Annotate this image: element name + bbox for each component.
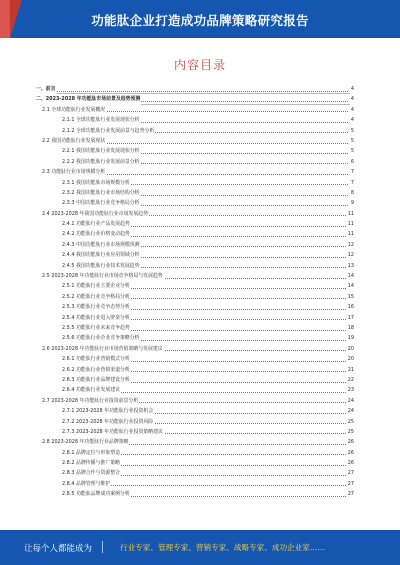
toc-entry-page: 8: [350, 188, 354, 198]
toc-entry-label: 2.7.1 2023-2028 年功能肽行业投资机会: [62, 406, 154, 416]
toc-entry-label: 2.4.2 功能肽行业价格变动趋势: [62, 229, 131, 239]
toc-entry-label: 2.7.3 2023-2028 年功能肽行业投资策略建议: [62, 427, 164, 437]
toc-entry-label: 2.5.3 功能肽行业竞争态势分析: [62, 302, 131, 312]
toc-entry[interactable]: [36, 157, 354, 167]
toc-entry-label: 2.3.3 中国功能肽行业竞争格局分析: [62, 198, 141, 208]
toc-entry-page: 26: [347, 448, 354, 458]
toc-entry-page: 5: [350, 136, 354, 146]
toc-entry-label: 2.8.1 品牌定位与形象塑造: [62, 448, 121, 458]
toc-entry[interactable]: [36, 458, 354, 468]
toc-entry-label: 2.8.3 品牌合作与资源整合: [62, 468, 121, 478]
toc-entry-label: 2.6 2023-2028 年功能肽行业市场营销策略与发展建议: [42, 344, 164, 354]
toc-entry-label: 2.5 2023-2028 年功能肽行业市场竞争格局与发展趋势: [42, 271, 164, 281]
toc-entry[interactable]: [36, 333, 354, 343]
toc-entry[interactable]: [36, 365, 354, 375]
toc-entry-label: 2.5.2 功能肽行业竞争格局分析: [62, 292, 131, 302]
toc-entry-label: 2.4.4 我国功能肽行业应用领域分析: [62, 250, 141, 260]
toc-entry-label: 2.4 2023-2028 年我国功能肽行业市场发展趋势: [42, 209, 149, 219]
toc-entry[interactable]: [36, 250, 354, 260]
toc-entry[interactable]: [36, 417, 354, 427]
toc-entry-page: 7: [350, 178, 354, 188]
toc-entry[interactable]: [36, 427, 354, 437]
toc-entry-label: 二、2023-2028 年功能肽市场前景及趋势预测: [36, 94, 141, 104]
toc-entry[interactable]: [36, 281, 354, 291]
toc-entry-label: 2.8.5 功能肽品牌成功案例分析: [62, 489, 131, 499]
toc-entry[interactable]: [36, 178, 354, 188]
toc-entry-page: 9: [350, 198, 354, 208]
toc-entry-page: 17: [347, 313, 354, 323]
toc-entry-page: 5: [350, 146, 354, 156]
toc-entry[interactable]: [36, 489, 354, 499]
toc-entry-label: 2.2.1 我国功能肽行业发展现状分析: [62, 146, 141, 156]
toc-entry-label: 2.4.3 中国功能肽行业市场规模预测: [62, 240, 141, 250]
toc-entry-page: 7: [350, 167, 354, 177]
toc-entry-page: 4: [350, 105, 354, 115]
toc-entry-page: 21: [347, 365, 354, 375]
toc-entry[interactable]: [36, 105, 354, 115]
toc-entry[interactable]: [36, 126, 354, 136]
toc-entry[interactable]: [36, 209, 354, 219]
toc-entry[interactable]: [36, 437, 354, 447]
toc-entry-page: 25: [347, 417, 354, 427]
toc-entry-page: 27: [347, 468, 354, 478]
toc-entry-label: 2.6.4 功能肽行业发展建议: [62, 385, 121, 395]
toc-entry-page: 12: [347, 240, 354, 250]
report-header-banner: [0, 0, 400, 38]
toc-entry[interactable]: [36, 313, 354, 323]
toc-entry[interactable]: [36, 115, 354, 125]
toc-entry[interactable]: [36, 385, 354, 395]
toc-entry-label: 2.6.1 功能肽行业营销模式分析: [62, 354, 131, 364]
toc-entry-page: 26: [347, 437, 354, 447]
toc-entry-page: 19: [347, 333, 354, 343]
toc-entry[interactable]: [36, 302, 354, 312]
toc-entry[interactable]: [36, 406, 354, 416]
toc-entry-page: 14: [347, 281, 354, 291]
toc-entry-page: 20: [347, 354, 354, 364]
toc-entry-label: 2.3.2 我国功能肽行业市场结构分析: [62, 188, 141, 198]
toc-entry-label: 2.7.2 2023-2028 年功能肽行业投资风险: [62, 417, 154, 427]
toc-entry-page: 16: [347, 302, 354, 312]
toc-entry[interactable]: [36, 146, 354, 156]
toc-entry-label: 2.1.2 全球功能肽行业发展前景与趋势分析: [62, 126, 155, 136]
toc-entry-page: 12: [347, 250, 354, 260]
toc-entry-label: 2.3.1 我国功能肽市场规模分析: [62, 178, 131, 188]
toc-entry-label: 2.5.4 功能肽行业进入壁垒分析: [62, 313, 131, 323]
toc-entry-label: 2.8.2 品牌传播与推广策略: [62, 458, 121, 468]
toc-entry[interactable]: [36, 219, 354, 229]
toc-entry-label: 2.6.3 功能肽行业品牌建设分析: [62, 375, 131, 385]
toc-entry-label: 2.1.1 全球功能肽行业发展现状分析: [62, 115, 141, 125]
toc-heading: 内容目录: [173, 58, 226, 72]
toc-entry-label: 2.4.1 功能肽行业产品发展趋势: [62, 219, 131, 229]
toc-entry-label: 2.8.4 品牌管理与维护: [62, 479, 111, 489]
toc-entry-label: 2.8 2023-2028 年功能肽行业品牌策略: [42, 437, 129, 447]
toc-entry[interactable]: [36, 396, 354, 406]
toc-entry-page: 11: [347, 229, 354, 239]
toc-entry-label: 2.3 功能肽行业市场规模分析: [42, 167, 106, 177]
toc-entry[interactable]: [36, 94, 354, 104]
toc-entry-page: 11: [347, 209, 354, 219]
toc-entry-label: 2.1 全球功能肽行业发展概况: [42, 105, 106, 115]
toc-entry[interactable]: [36, 229, 354, 239]
toc-entry-page: 5: [350, 126, 354, 136]
toc-entry-page: 27: [347, 479, 354, 489]
toc-entry-label: 2.7 2023-2028 年功能肽行业投资前景分析: [42, 396, 139, 406]
toc-entry-label: 2.2.2 我国功能肽行业发展前景分析: [62, 157, 141, 167]
toc-entry-page: 14: [347, 271, 354, 281]
toc-entry-page: 4: [350, 115, 354, 125]
toc-entry-page: 18: [347, 323, 354, 333]
toc-entry[interactable]: [36, 468, 354, 478]
toc-entry[interactable]: [36, 167, 354, 177]
toc-entry[interactable]: [36, 84, 354, 94]
toc-entry[interactable]: [36, 240, 354, 250]
toc-entry[interactable]: [36, 354, 354, 364]
toc-entry[interactable]: [36, 198, 354, 208]
toc-entry-label: 2.2 我国功能肽行业发展现状: [42, 136, 106, 146]
toc-entry-page: 24: [347, 406, 354, 416]
footer-divider: [102, 541, 103, 553]
toc-entry-page: 15: [347, 292, 354, 302]
toc-entry-page: 4: [350, 94, 354, 104]
footer-slogan: 让每个人都能成为: [24, 544, 93, 554]
toc-leader-dots: [36, 91, 348, 92]
toc-entry-page: 6: [350, 157, 354, 167]
toc-entry[interactable]: [36, 375, 354, 385]
toc-entry[interactable]: [36, 448, 354, 458]
toc-entry[interactable]: [36, 292, 354, 302]
toc-entry-page: 11: [347, 219, 354, 229]
toc-entry-label: 2.5.1 功能肽行业主要企业分析: [62, 281, 131, 291]
toc-entry-page: 22: [347, 375, 354, 385]
table-of-contents: [36, 84, 354, 500]
toc-entry-page: 25: [347, 427, 354, 437]
toc-entry-page: 23: [347, 385, 354, 395]
toc-entry-label: 2.4.5 我国功能肽行业技术发展趋势: [62, 261, 141, 271]
toc-entry-label: 2.5.6 功能肽行业企业竞争策略分析: [62, 333, 141, 343]
toc-entry[interactable]: [36, 479, 354, 489]
toc-entry-page: 4: [350, 84, 354, 94]
toc-entry-label: 一、前言: [36, 84, 57, 94]
toc-entry[interactable]: [36, 136, 354, 146]
toc-entry-page: 24: [347, 396, 354, 406]
toc-entry-label: 2.6.2 功能肽行业营销渠道分析: [62, 365, 131, 375]
toc-entry-page: 20: [347, 344, 354, 354]
toc-entry-page: 13: [347, 261, 354, 271]
toc-entry[interactable]: [36, 261, 354, 271]
toc-entry[interactable]: [36, 271, 354, 281]
toc-entry[interactable]: [36, 188, 354, 198]
footer-banner: [0, 530, 400, 565]
toc-entry-page: 26: [347, 458, 354, 468]
footer-roles: 行业专家、管理专家、营销专家、战略专家、成功企业家……: [120, 543, 326, 552]
toc-entry[interactable]: [36, 344, 354, 354]
toc-entry-page: 27: [347, 489, 354, 499]
report-title: 功能肽企业打造成功品牌策略研究报告: [91, 13, 309, 28]
toc-entry-label: 2.5.5 功能肽行业未来竞争趋势: [62, 323, 131, 333]
toc-entry[interactable]: [36, 323, 354, 333]
